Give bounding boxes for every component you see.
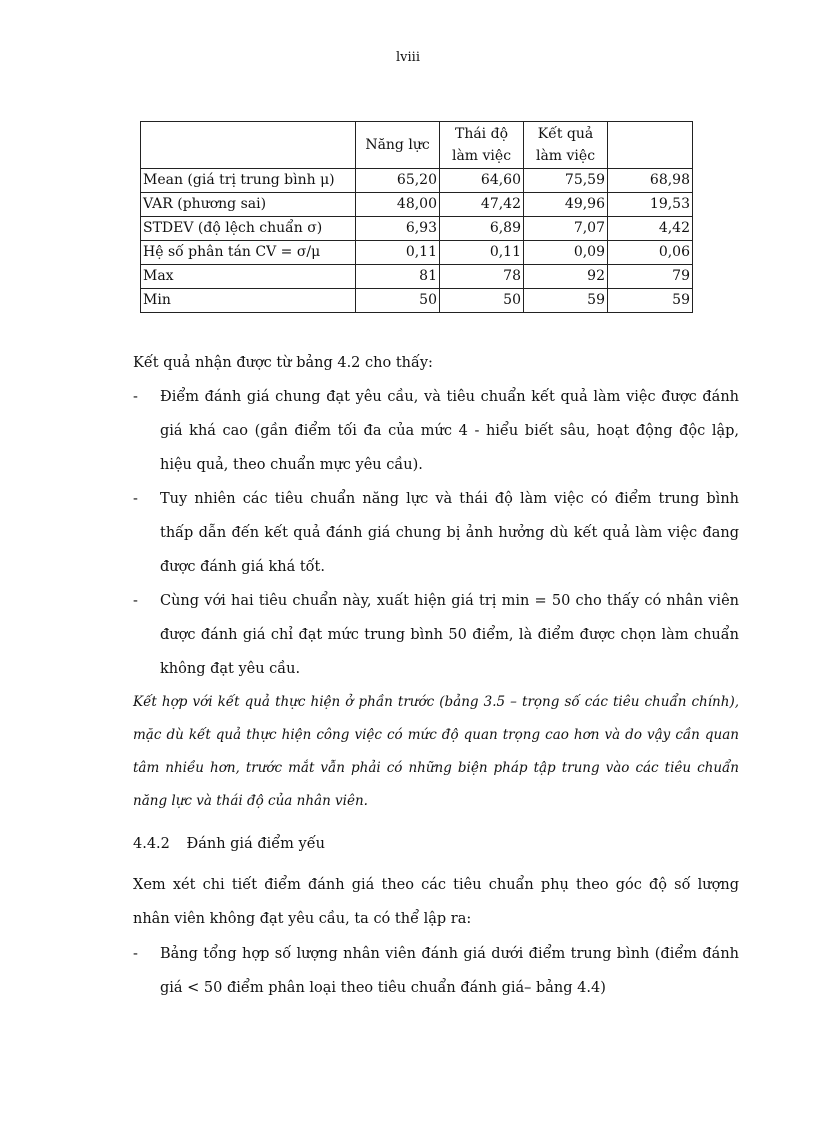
dash-marker: - [133, 389, 138, 405]
header-ket-qua [524, 122, 608, 169]
cell-value: 7,07 [524, 217, 608, 241]
list-item [133, 584, 739, 686]
summary-list [133, 937, 739, 1005]
row-label: Mean (giá trị trung bình μ) [141, 169, 356, 193]
table-row [141, 289, 693, 313]
table-row [141, 169, 693, 193]
list-item [133, 937, 739, 1005]
cell-value: 49,96 [524, 193, 608, 217]
cell-value: 0,09 [524, 241, 608, 265]
dash-marker: - [133, 946, 138, 962]
cell-value: 65,20 [356, 169, 440, 193]
cell-value: 78 [440, 265, 524, 289]
cell-value: 0,11 [440, 241, 524, 265]
list-item-text: Cùng với hai tiêu chuẩn này, xuất hiện giá trị min = 50 cho thấy có nhân viên được đánh giá chỉ đạt mức trung bình 50 điểm, là điểm được chọn làm chuẩn không đạt yêu cầu. [160, 593, 739, 677]
row-label: Hệ số phân tán CV = σ/μ [141, 241, 356, 265]
cell-value: 79 [608, 265, 693, 289]
page-number: lviii [396, 50, 420, 65]
findings-list [133, 380, 739, 686]
statistics-table [140, 121, 693, 313]
cell-value: 6,93 [356, 217, 440, 241]
header-cell-last [608, 122, 693, 169]
cell-value: 19,53 [608, 193, 693, 217]
intro-text: Kết quả nhận được từ bảng 4.2 cho thấy: [133, 355, 433, 371]
list-item-text: Bảng tổng hợp số lượng nhân viên đánh giá dưới điểm trung bình (điểm đánh giá < 50 điểm phân loại theo tiêu chuẩn đánh giá– bảng 4.4) [160, 946, 739, 996]
cell-value: 59 [608, 289, 693, 313]
header-ket-qua-text: Kết quả làm việc [535, 126, 596, 164]
list-item [133, 482, 739, 584]
table-row [141, 265, 693, 289]
row-label: VAR (phương sai) [141, 193, 356, 217]
row-label: Max [141, 265, 356, 289]
section-number: 4.4.2 [133, 836, 170, 852]
cell-value: 6,89 [440, 217, 524, 241]
cell-value: 50 [356, 289, 440, 313]
row-label: Min [141, 289, 356, 313]
header-nang-luc: Năng lực [356, 122, 440, 169]
body-paragraph: Xem xét chi tiết điểm đánh giá theo các tiêu chuẩn phụ theo góc độ số lượng nhân viên không đạt yêu cầu, ta có thể lập ra: [133, 877, 739, 927]
cell-value: 0,06 [608, 241, 693, 265]
cell-value: 81 [356, 265, 440, 289]
list-item [133, 380, 739, 482]
header-cell-empty [141, 122, 356, 169]
cell-value: 47,42 [440, 193, 524, 217]
cell-value: 48,00 [356, 193, 440, 217]
table-row [141, 241, 693, 265]
table-header-row [141, 122, 693, 169]
cell-value: 50 [440, 289, 524, 313]
dash-marker: - [133, 491, 138, 507]
cell-value: 92 [524, 265, 608, 289]
cell-value: 4,42 [608, 217, 693, 241]
cell-value: 64,60 [440, 169, 524, 193]
header-thai-do-text: Thái độ làm việc [451, 126, 512, 164]
header-thai-do [440, 122, 524, 169]
cell-value: 0,11 [356, 241, 440, 265]
table-row [141, 217, 693, 241]
table-row [141, 193, 693, 217]
row-label: STDEV (độ lệch chuẩn σ) [141, 217, 356, 241]
list-item-text: Tuy nhiên các tiêu chuẩn năng lực và thái độ làm việc có điểm trung bình thấp dẫn đến kết quả đánh giá chung bị ảnh hưởng dù kết quả làm việc đang được đánh giá khá tốt. [160, 491, 739, 575]
dash-marker: - [133, 593, 138, 609]
cell-value: 68,98 [608, 169, 693, 193]
cell-value: 75,59 [524, 169, 608, 193]
cell-value: 59 [524, 289, 608, 313]
section-heading [133, 827, 325, 861]
section-title: Đánh giá điểm yếu [186, 836, 325, 852]
list-item-text: Điểm đánh giá chung đạt yêu cầu, và tiêu chuẩn kết quả làm việc được đánh giá khá cao (gần điểm tối đa của mức 4 - hiểu biết sâu, hoạt động độc lập, hiệu quả, theo chuẩn mực yêu cầu). [160, 389, 739, 473]
italic-paragraph: Kết hợp với kết quả thực hiện ở phần trước (bảng 3.5 – trọng số các tiêu chuẩn chính), mặc dù kết quả thực hiện công việc có mức độ quan trọng cao hơn và do vậy cần quan tâm nhiều hơn, trước mắt vẫn phải có những biện pháp tập trung vào các tiêu chuẩn năng lực và thái độ của nhân viên. [133, 694, 739, 809]
